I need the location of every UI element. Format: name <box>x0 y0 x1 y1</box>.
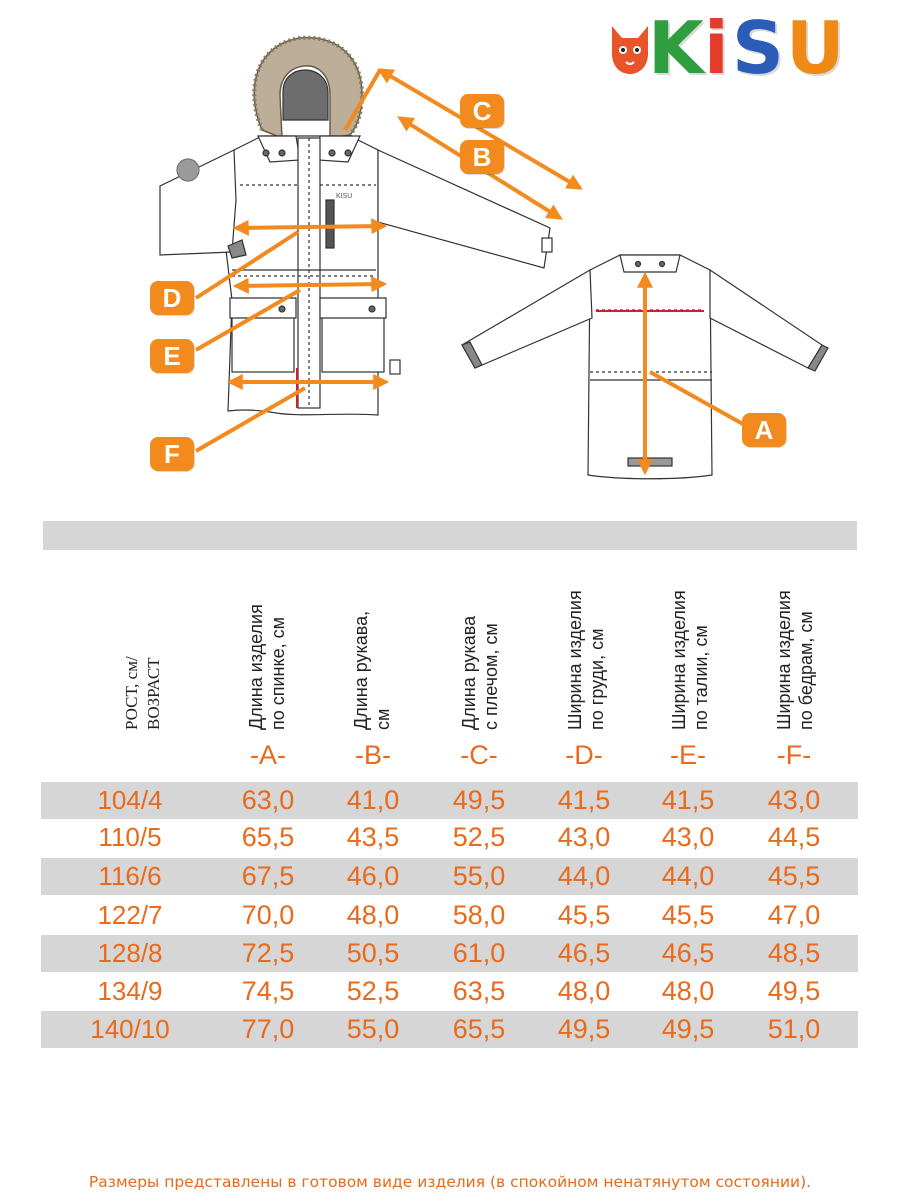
cell-size: 122/7 <box>97 900 163 930</box>
cell-a: 70,0 <box>241 900 295 930</box>
cell-b: 43,5 <box>346 822 400 852</box>
measure-label-c: C <box>460 94 504 128</box>
cell-f: 49,5 <box>767 976 821 1006</box>
header-back-length: Длина изделия по спинке, см <box>246 604 288 730</box>
cell-d: 46,5 <box>557 938 611 968</box>
cell-size: 128/8 <box>97 938 163 968</box>
cell-e: 49,5 <box>661 1014 715 1044</box>
header-chest-width: Ширина изделия по груди, см <box>565 590 607 730</box>
logo-letter-i: i <box>704 6 729 90</box>
cell-f: 47,0 <box>767 900 821 930</box>
cell-b: 50,5 <box>346 938 400 968</box>
cell-d: 44,0 <box>557 861 611 891</box>
column-letter-e: -E- <box>670 740 706 770</box>
table-row <box>41 897 858 934</box>
cell-c: 63,5 <box>452 976 506 1006</box>
cell-d: 45,5 <box>557 900 611 930</box>
cell-c: 49,5 <box>452 785 506 815</box>
cell-f: 44,5 <box>767 822 821 852</box>
column-letter-d: -D- <box>565 740 603 770</box>
table-row <box>41 973 858 1010</box>
cell-e: 46,5 <box>661 938 715 968</box>
cell-size: 110/5 <box>98 822 162 852</box>
cell-a: 72,5 <box>241 938 295 968</box>
logo-letter-k: K <box>648 6 704 90</box>
front-chest-tag: KISU <box>336 193 353 200</box>
cell-a: 67,5 <box>241 861 295 891</box>
cell-f: 51,0 <box>767 1014 821 1044</box>
footer-note: Размеры представлены в готовом виде изделия (в спокойном ненатянутом состоянии). <box>88 1173 812 1191</box>
column-letter-c: -C- <box>460 740 498 770</box>
cell-d: 49,5 <box>557 1014 611 1044</box>
cell-f: 45,5 <box>767 861 821 891</box>
table-row <box>41 935 858 972</box>
table-row <box>41 819 858 856</box>
header-sleeve-length: Длина рукава, см <box>351 610 393 730</box>
header-size-age: РОСТ, см/ ВОЗРАСТ <box>122 656 163 730</box>
column-letter-a: -A- <box>250 740 286 770</box>
logo-letter-s: S <box>732 6 784 90</box>
measure-label-a: A <box>742 413 786 447</box>
cell-c: 61,0 <box>452 938 506 968</box>
table-row <box>41 1011 858 1048</box>
column-letter-b: -B- <box>355 740 391 770</box>
measure-label-d: D <box>150 281 194 315</box>
cell-d: 41,5 <box>557 785 611 815</box>
cell-b: 46,0 <box>346 861 400 891</box>
cell-e: 44,0 <box>661 861 715 891</box>
cell-c: 52,5 <box>452 822 506 852</box>
cell-c: 55,0 <box>452 861 506 891</box>
cell-size: 116/6 <box>98 861 162 891</box>
header-sleeve-shoulder-length: Длина рукава с плечом, см <box>459 615 501 730</box>
measure-label-e: E <box>150 339 194 373</box>
cell-e: 41,5 <box>661 785 715 815</box>
kisu-logo <box>608 8 858 88</box>
table-row <box>41 858 858 895</box>
measure-label-b: B <box>460 140 504 174</box>
header-waist-width: Ширина изделия по талии, см <box>669 590 711 730</box>
measure-label-f: F <box>150 437 194 471</box>
front-pocket-right <box>320 298 386 372</box>
header-hip-width: Ширина изделия по бедрам, см <box>774 590 816 730</box>
cell-f: 43,0 <box>767 785 821 815</box>
cell-a: 65,5 <box>241 822 295 852</box>
cell-a: 63,0 <box>241 785 295 815</box>
fox-face-icon <box>608 18 652 78</box>
cell-b: 41,0 <box>346 785 400 815</box>
cell-size: 140/10 <box>90 1014 170 1044</box>
cell-c: 58,0 <box>452 900 506 930</box>
cell-size: 104/4 <box>97 785 163 815</box>
cell-b: 48,0 <box>346 900 400 930</box>
cell-b: 55,0 <box>346 1014 400 1044</box>
cell-a: 77,0 <box>241 1014 295 1044</box>
cell-d: 43,0 <box>557 822 611 852</box>
table-top-bar <box>43 521 857 550</box>
cell-a: 74,5 <box>241 976 295 1006</box>
logo-letter-u: U <box>786 6 845 90</box>
cell-d: 48,0 <box>557 976 611 1006</box>
cell-size: 134/9 <box>97 976 163 1006</box>
fur-hood <box>254 38 362 138</box>
table-row <box>41 782 858 819</box>
cell-e: 48,0 <box>661 976 715 1006</box>
cell-f: 48,5 <box>767 938 821 968</box>
cell-e: 45,5 <box>661 900 715 930</box>
cell-b: 52,5 <box>346 976 400 1006</box>
cell-c: 65,5 <box>452 1014 506 1044</box>
column-letter-f: -F- <box>776 740 812 770</box>
cell-e: 43,0 <box>661 822 715 852</box>
